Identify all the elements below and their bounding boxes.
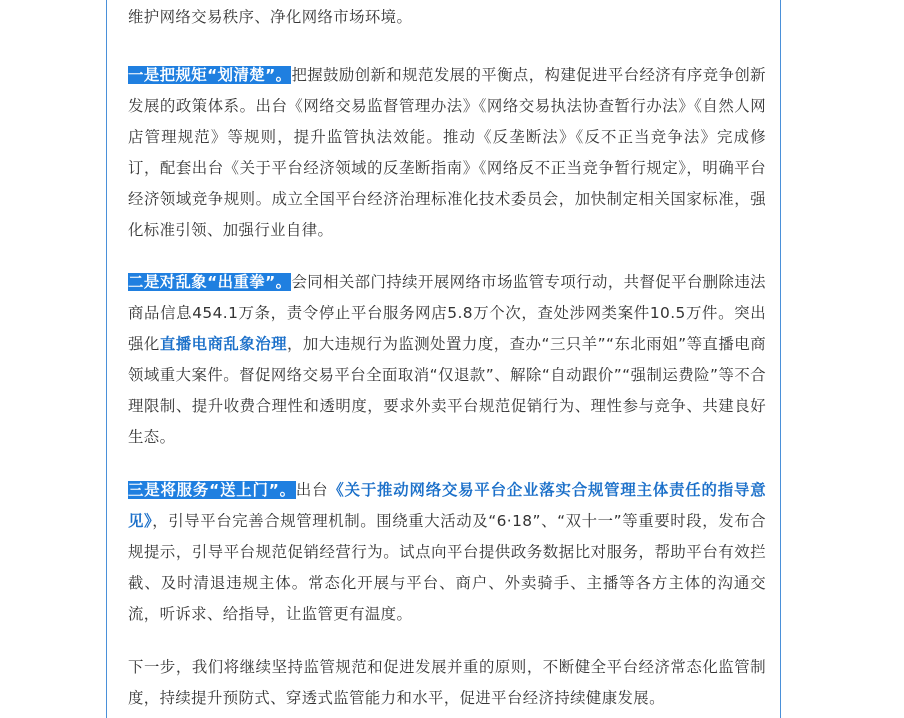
section-3-body-start: 出台 — [295, 481, 329, 499]
section-2-heading: 二是对乱象“出重拳”。 — [128, 273, 292, 291]
section-2-paragraph — [128, 267, 766, 453]
section-3-body-end: ，引导平台完善合规管理机制。围绕重大活动及“6·18”、“双十一”等重要时段，发布合规提示，引导平台规范促销经营行为。试点向平台提供政务数据比对服务，帮助平台有效拦截、及时清退违规主体。常态化开展与平台、商户、外卖骑手、主播等各方主体的沟通交流，听诉求、给指导，让监管更有温度。 — [128, 512, 766, 623]
compliance-guidance-link[interactable]: 《关于推动网络交易平台企业落实合规管理主体责任的指导意见》 — [128, 481, 766, 530]
section-1-body: 把握鼓励创新和规范发展的平衡点，构建促进平台经济有序竞争创新发展的政策体系。出台《网络交易监督管理办法》《网络交易执法协查暂行办法》《自然人网店管理规范》等规则，提升监管执法效能。推动《反垄断法》《反不正当竞争法》完成修订，配套出台《关于平台经济领域的反垄断指南》《网络反不正当竞争暂行规定》，明确平台经济领域竞争规则。成立全国平台经济治理标准化技术委员会，加快制定相关国家标准，强化标准引领、加强行业自律。 — [128, 66, 766, 239]
section-1-paragraph — [128, 60, 766, 246]
section-2-body-end: ，加大违规行为监测处置力度，查办“三只羊”“东北雨姐”等直播电商领域重大案件。督促网络交易平台全面取消“仅退款”、解除“自动跟价”“强制运费险”等不合理限制、提升收费合理性和透明度，要求外卖平台规范促销行为、理性参与竞争、共建良好生态。 — [128, 335, 766, 446]
closing-paragraph — [128, 652, 766, 714]
intro-text: 维护网络交易秩序、净化网络市场环境。 — [128, 8, 413, 26]
section-1-heading: 一是把规矩“划清楚”。 — [128, 66, 292, 84]
section-3-paragraph — [128, 475, 766, 630]
livestream-governance-link[interactable]: 直播电商乱象治理 — [159, 335, 288, 353]
section-3-heading: 三是将服务“送上门”。 — [128, 481, 296, 499]
intro-paragraph-tail — [128, 2, 766, 33]
closing-text: 下一步，我们将继续坚持监管规范和促进发展并重的原则，不断健全平台经济常态化监管制度，持续提升预防式、穿透式监管能力和水平，促进平台经济持续健康发展。 — [128, 658, 766, 707]
section-2-body-start: 会同相关部门持续开展网络市场监管专项行动，共督促平台删除违法商品信息454.1万条，责令停止平台服务网店5.8万个次，查处涉网类案件10.5万件。突出强化 — [128, 273, 766, 353]
